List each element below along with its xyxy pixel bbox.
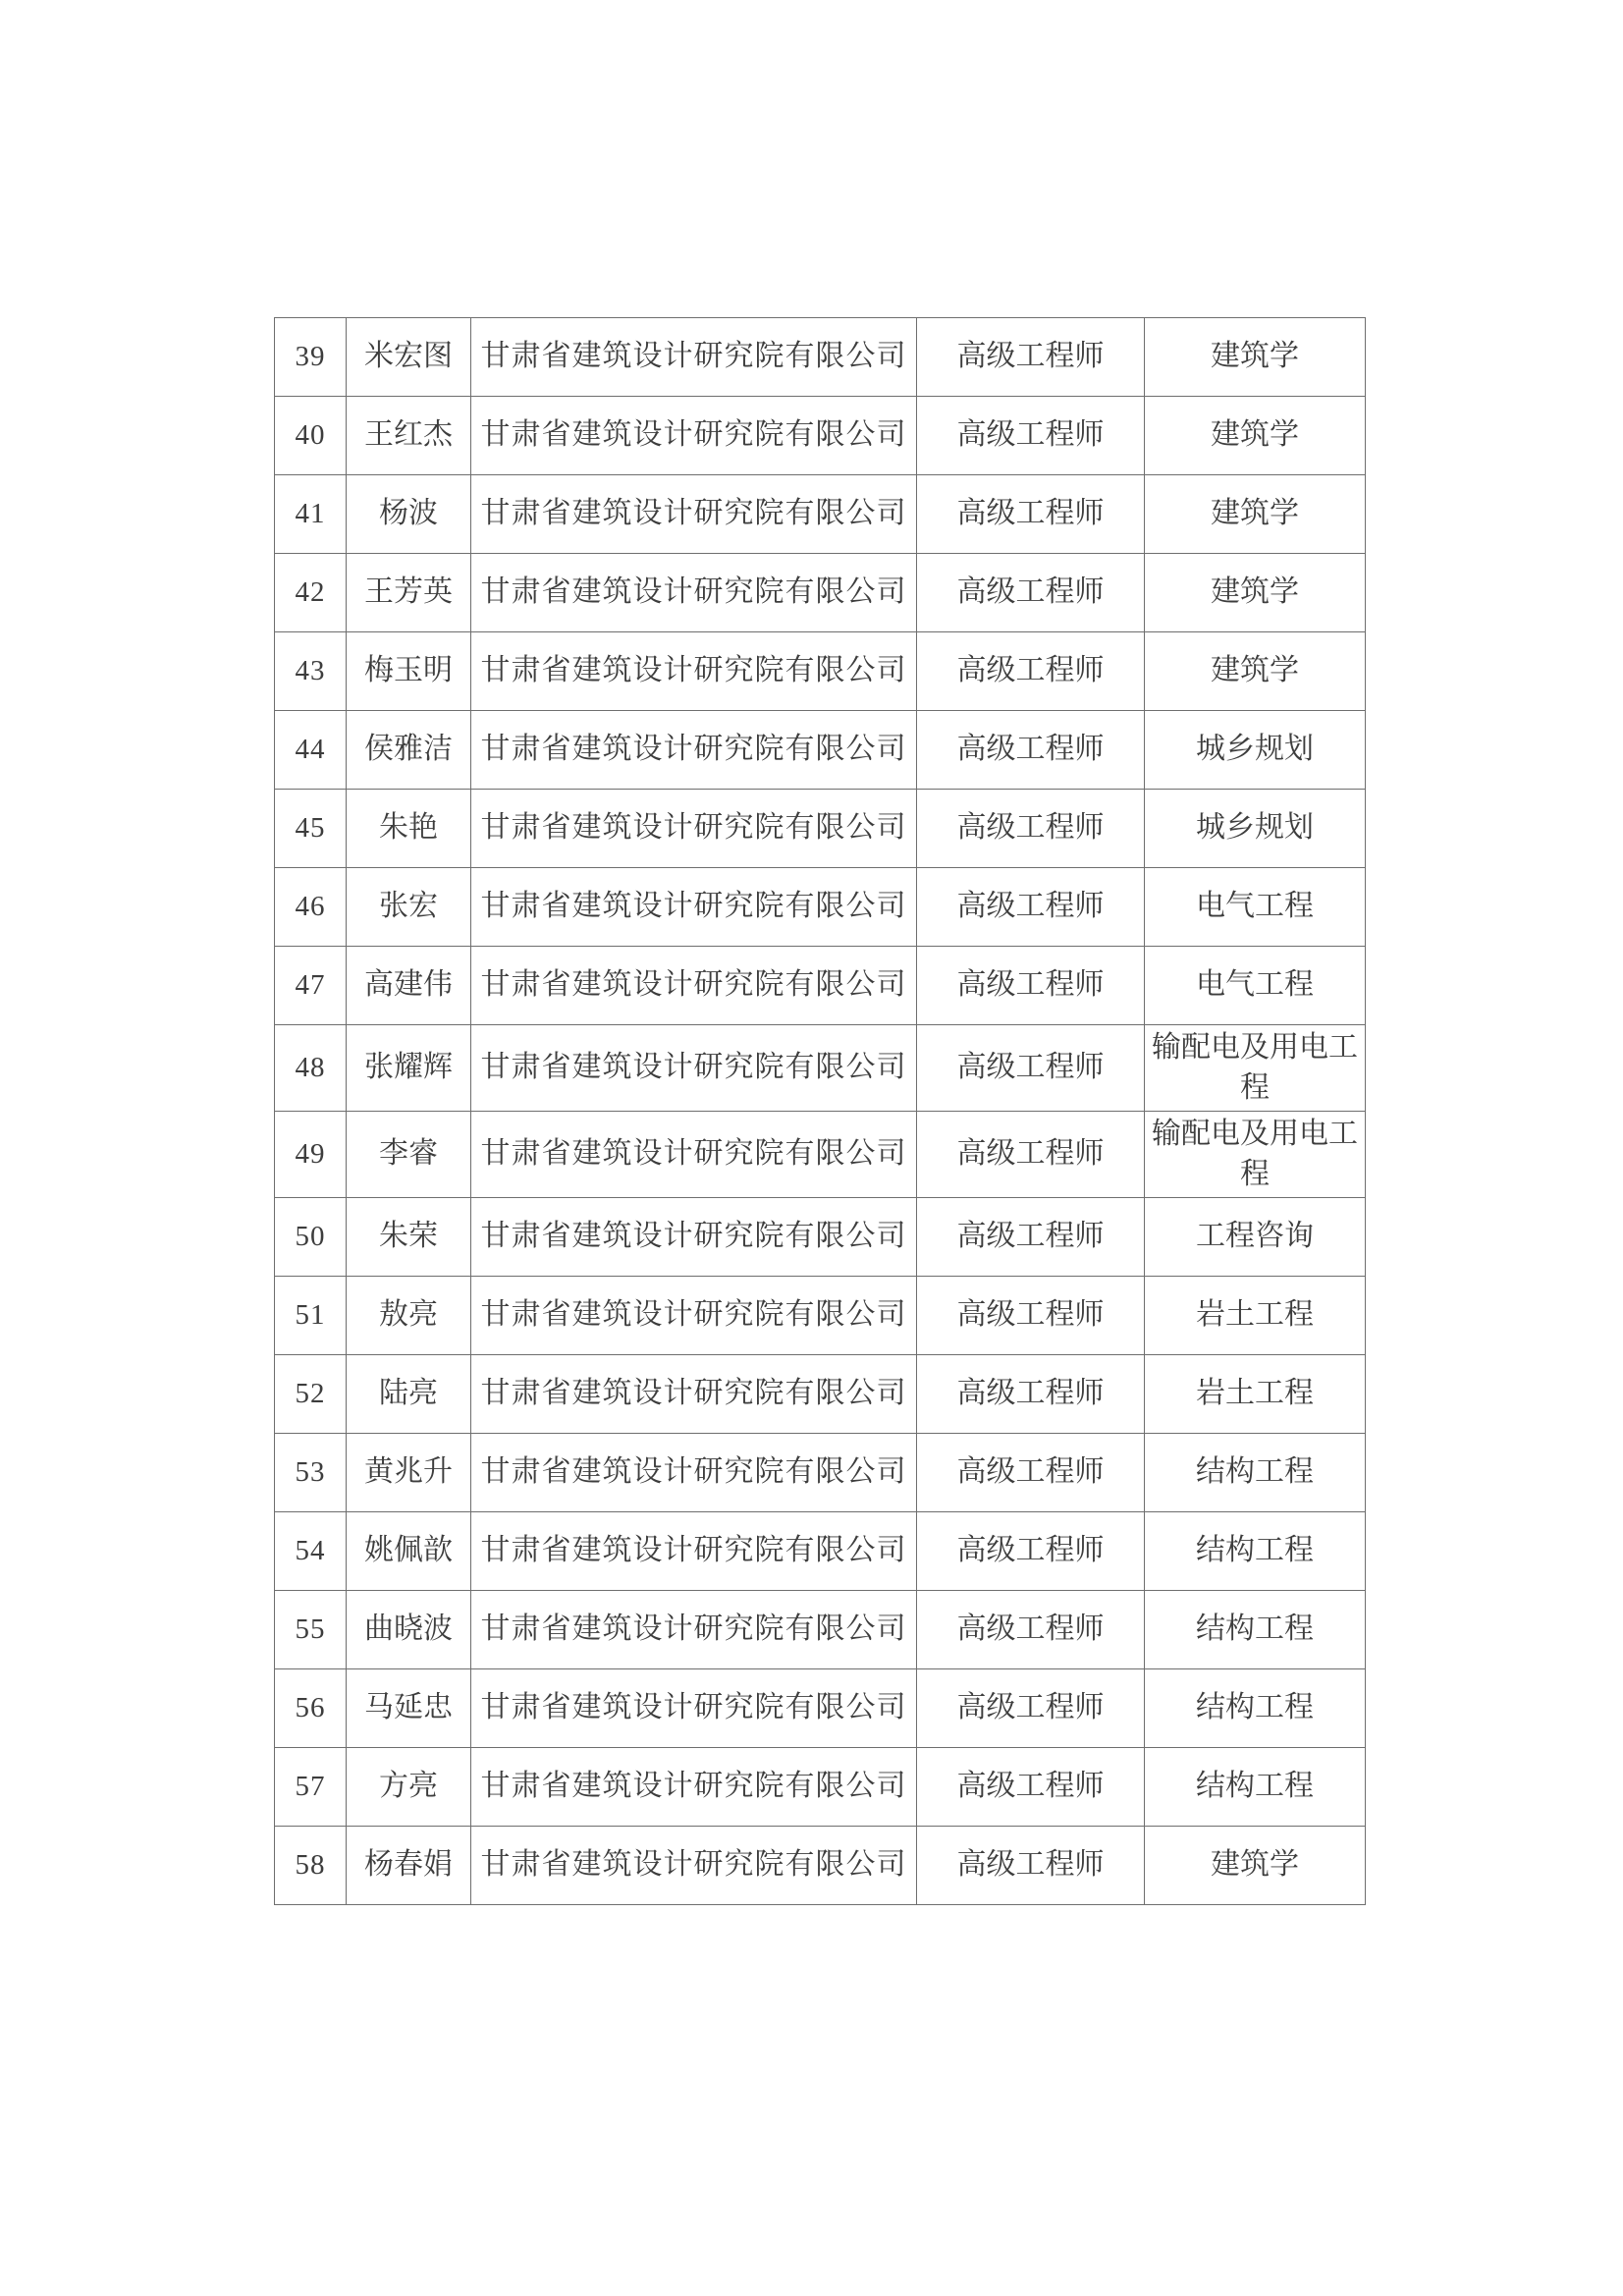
cell-company: 甘肃省建筑设计研究院有限公司 — [471, 790, 917, 868]
cell-title: 高级工程师 — [917, 1591, 1145, 1669]
cell-specialty: 输配电及用电工程 — [1145, 1112, 1366, 1198]
cell-title: 高级工程师 — [917, 397, 1145, 475]
cell-title: 高级工程师 — [917, 1434, 1145, 1512]
cell-company: 甘肃省建筑设计研究院有限公司 — [471, 1591, 917, 1669]
cell-specialty: 建筑学 — [1145, 397, 1366, 475]
cell-title: 高级工程师 — [917, 632, 1145, 711]
cell-company: 甘肃省建筑设计研究院有限公司 — [471, 1434, 917, 1512]
cell-title: 高级工程师 — [917, 790, 1145, 868]
cell-company: 甘肃省建筑设计研究院有限公司 — [471, 1198, 917, 1277]
cell-name: 杨春娟 — [347, 1827, 471, 1905]
cell-title: 高级工程师 — [917, 1277, 1145, 1355]
cell-no: 40 — [275, 397, 347, 475]
cell-specialty: 输配电及用电工程 — [1145, 1025, 1366, 1112]
cell-specialty: 岩土工程 — [1145, 1355, 1366, 1434]
cell-no: 56 — [275, 1669, 347, 1748]
cell-company: 甘肃省建筑设计研究院有限公司 — [471, 1512, 917, 1591]
table-row — [275, 1748, 1366, 1827]
cell-name: 敖亮 — [347, 1277, 471, 1355]
cell-specialty: 城乡规划 — [1145, 711, 1366, 790]
cell-no: 49 — [275, 1112, 347, 1198]
cell-specialty: 建筑学 — [1145, 318, 1366, 397]
cell-specialty: 岩土工程 — [1145, 1277, 1366, 1355]
table-row — [275, 1198, 1366, 1277]
table-row — [275, 1591, 1366, 1669]
table-row — [275, 790, 1366, 868]
cell-no: 47 — [275, 947, 347, 1025]
cell-title: 高级工程师 — [917, 947, 1145, 1025]
roster-table — [274, 317, 1366, 1905]
cell-name: 曲晓波 — [347, 1591, 471, 1669]
cell-no: 58 — [275, 1827, 347, 1905]
cell-specialty: 结构工程 — [1145, 1591, 1366, 1669]
cell-no: 48 — [275, 1025, 347, 1112]
cell-name: 朱荣 — [347, 1198, 471, 1277]
cell-company: 甘肃省建筑设计研究院有限公司 — [471, 397, 917, 475]
cell-specialty: 电气工程 — [1145, 868, 1366, 947]
cell-no: 51 — [275, 1277, 347, 1355]
cell-company: 甘肃省建筑设计研究院有限公司 — [471, 1025, 917, 1112]
cell-specialty: 建筑学 — [1145, 1827, 1366, 1905]
cell-specialty: 建筑学 — [1145, 632, 1366, 711]
cell-no: 39 — [275, 318, 347, 397]
table-row — [275, 397, 1366, 475]
cell-title: 高级工程师 — [917, 1025, 1145, 1112]
table-row — [275, 1025, 1366, 1112]
table-row — [275, 868, 1366, 947]
cell-title: 高级工程师 — [917, 1112, 1145, 1198]
cell-specialty: 城乡规划 — [1145, 790, 1366, 868]
table-row — [275, 1669, 1366, 1748]
cell-no: 44 — [275, 711, 347, 790]
cell-name: 张耀辉 — [347, 1025, 471, 1112]
cell-name: 王红杰 — [347, 397, 471, 475]
cell-no: 45 — [275, 790, 347, 868]
cell-company: 甘肃省建筑设计研究院有限公司 — [471, 868, 917, 947]
cell-specialty: 电气工程 — [1145, 947, 1366, 1025]
cell-specialty: 结构工程 — [1145, 1512, 1366, 1591]
cell-title: 高级工程师 — [917, 1512, 1145, 1591]
cell-company: 甘肃省建筑设计研究院有限公司 — [471, 475, 917, 554]
table-row — [275, 475, 1366, 554]
table-row — [275, 1355, 1366, 1434]
table-row — [275, 1434, 1366, 1512]
cell-name: 王芳英 — [347, 554, 471, 632]
cell-title: 高级工程师 — [917, 1198, 1145, 1277]
cell-name: 李睿 — [347, 1112, 471, 1198]
cell-title: 高级工程师 — [917, 1748, 1145, 1827]
table-row — [275, 1277, 1366, 1355]
cell-name: 黄兆升 — [347, 1434, 471, 1512]
cell-specialty: 结构工程 — [1145, 1748, 1366, 1827]
cell-name: 方亮 — [347, 1748, 471, 1827]
cell-title: 高级工程师 — [917, 1355, 1145, 1434]
cell-no: 50 — [275, 1198, 347, 1277]
cell-name: 姚佩歆 — [347, 1512, 471, 1591]
table-row — [275, 318, 1366, 397]
cell-no: 52 — [275, 1355, 347, 1434]
cell-title: 高级工程师 — [917, 318, 1145, 397]
cell-name: 马延忠 — [347, 1669, 471, 1748]
cell-specialty: 工程咨询 — [1145, 1198, 1366, 1277]
table-row — [275, 947, 1366, 1025]
cell-specialty: 建筑学 — [1145, 554, 1366, 632]
cell-specialty: 建筑学 — [1145, 475, 1366, 554]
cell-company: 甘肃省建筑设计研究院有限公司 — [471, 711, 917, 790]
cell-no: 53 — [275, 1434, 347, 1512]
cell-title: 高级工程师 — [917, 1669, 1145, 1748]
cell-title: 高级工程师 — [917, 554, 1145, 632]
cell-title: 高级工程师 — [917, 711, 1145, 790]
cell-company: 甘肃省建筑设计研究院有限公司 — [471, 632, 917, 711]
cell-no: 54 — [275, 1512, 347, 1591]
cell-company: 甘肃省建筑设计研究院有限公司 — [471, 1277, 917, 1355]
cell-company: 甘肃省建筑设计研究院有限公司 — [471, 1827, 917, 1905]
cell-name: 陆亮 — [347, 1355, 471, 1434]
cell-name: 梅玉明 — [347, 632, 471, 711]
cell-no: 42 — [275, 554, 347, 632]
cell-company: 甘肃省建筑设计研究院有限公司 — [471, 554, 917, 632]
cell-company: 甘肃省建筑设计研究院有限公司 — [471, 1112, 917, 1198]
cell-name: 杨波 — [347, 475, 471, 554]
cell-company: 甘肃省建筑设计研究院有限公司 — [471, 318, 917, 397]
cell-no: 46 — [275, 868, 347, 947]
table-row — [275, 1512, 1366, 1591]
cell-no: 41 — [275, 475, 347, 554]
cell-title: 高级工程师 — [917, 475, 1145, 554]
table-row — [275, 554, 1366, 632]
cell-specialty: 结构工程 — [1145, 1434, 1366, 1512]
cell-name: 朱艳 — [347, 790, 471, 868]
cell-name: 侯雅洁 — [347, 711, 471, 790]
table-row — [275, 1112, 1366, 1198]
cell-company: 甘肃省建筑设计研究院有限公司 — [471, 947, 917, 1025]
cell-title: 高级工程师 — [917, 868, 1145, 947]
cell-company: 甘肃省建筑设计研究院有限公司 — [471, 1669, 917, 1748]
table-row — [275, 711, 1366, 790]
cell-no: 43 — [275, 632, 347, 711]
cell-specialty: 结构工程 — [1145, 1669, 1366, 1748]
cell-no: 55 — [275, 1591, 347, 1669]
table-row — [275, 632, 1366, 711]
cell-company: 甘肃省建筑设计研究院有限公司 — [471, 1355, 917, 1434]
cell-no: 57 — [275, 1748, 347, 1827]
table-row — [275, 1827, 1366, 1905]
cell-title: 高级工程师 — [917, 1827, 1145, 1905]
personnel-roster-table — [274, 317, 1366, 1905]
cell-name: 米宏图 — [347, 318, 471, 397]
cell-company: 甘肃省建筑设计研究院有限公司 — [471, 1748, 917, 1827]
cell-name: 张宏 — [347, 868, 471, 947]
cell-name: 高建伟 — [347, 947, 471, 1025]
